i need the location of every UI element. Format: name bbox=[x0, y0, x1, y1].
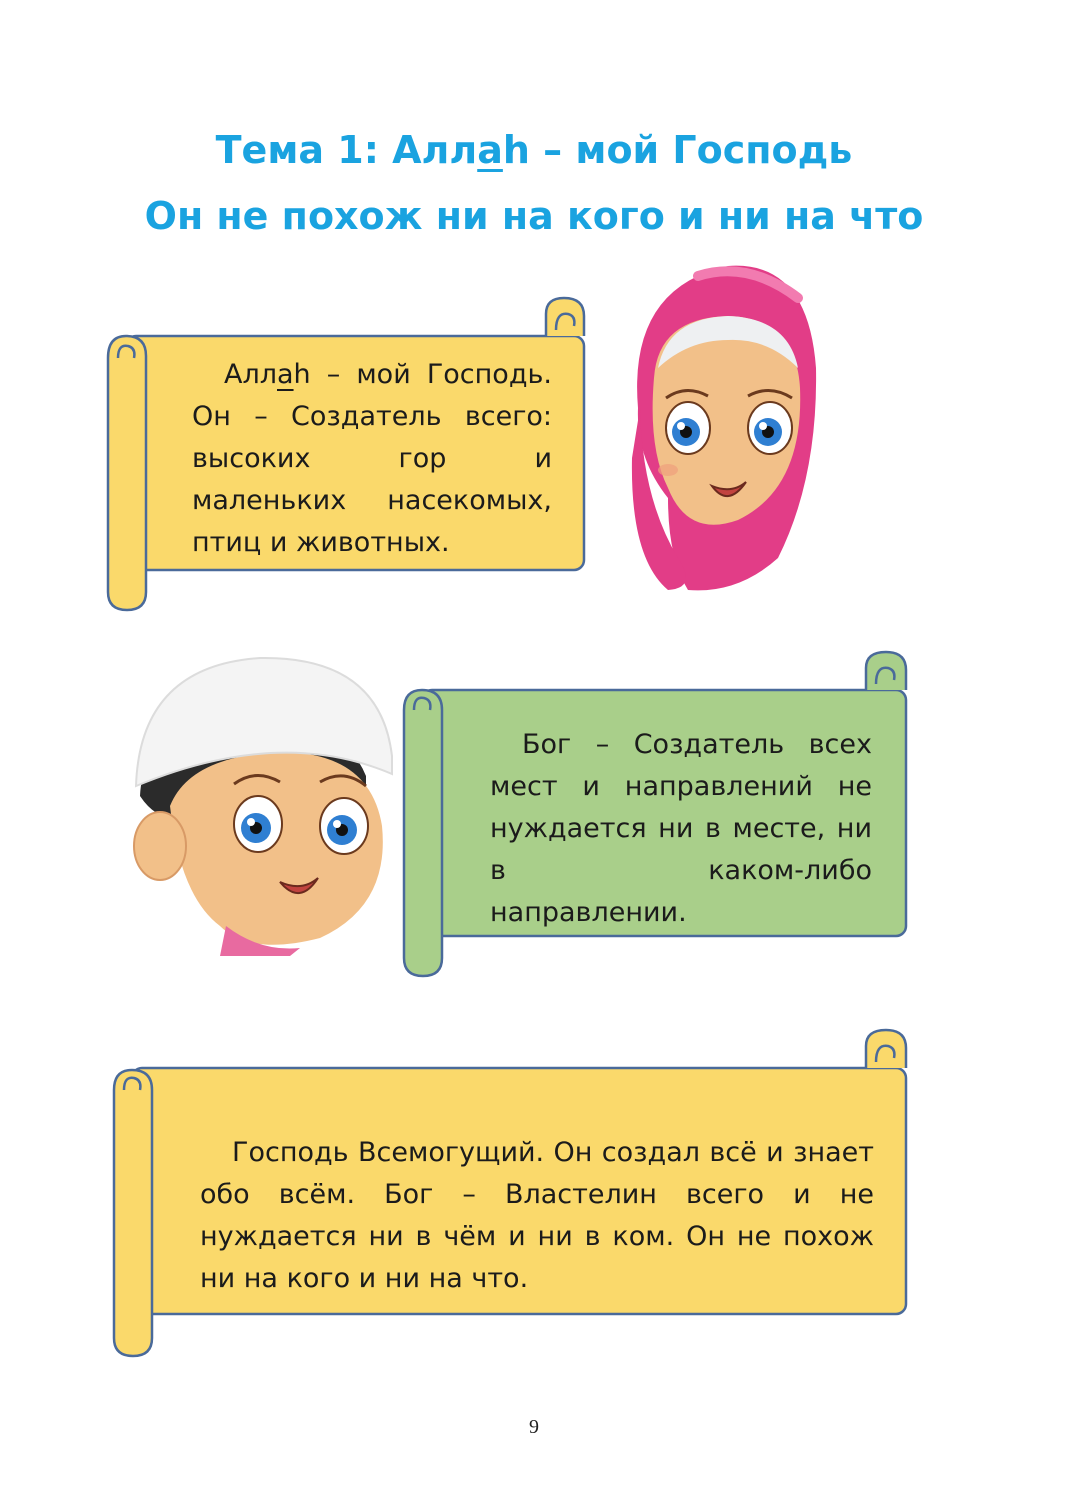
page-subtitle: Он не похож ни на кого и ни на что bbox=[144, 194, 924, 238]
scroll-1-text: Аллаh – мой Господь. Он – Создатель всего: высоких гор и маленьких насекомых, птиц и животных. bbox=[192, 359, 552, 558]
boy-illustration bbox=[130, 656, 396, 956]
scroll-card-2 bbox=[400, 648, 912, 980]
scroll-3-text: Господь Всемогущий. Он создал всё и знает обо всём. Бог – Властелин всего и не нуждается ни в чём и ни в ком. Он не похож ни на кого и ни на что. bbox=[200, 1137, 874, 1294]
page-number: 9 bbox=[529, 1416, 539, 1438]
girl-illustration bbox=[628, 258, 818, 598]
scroll-card-3 bbox=[110, 1026, 912, 1360]
page-title: Тема 1: Аллаh – мой Господь bbox=[215, 128, 853, 172]
scroll-card-1 bbox=[104, 296, 590, 614]
scroll-2-text: Бог – Создатель всех мест и направлений не нуждается ни в месте, ни в каком-либо направлении. bbox=[490, 729, 872, 928]
